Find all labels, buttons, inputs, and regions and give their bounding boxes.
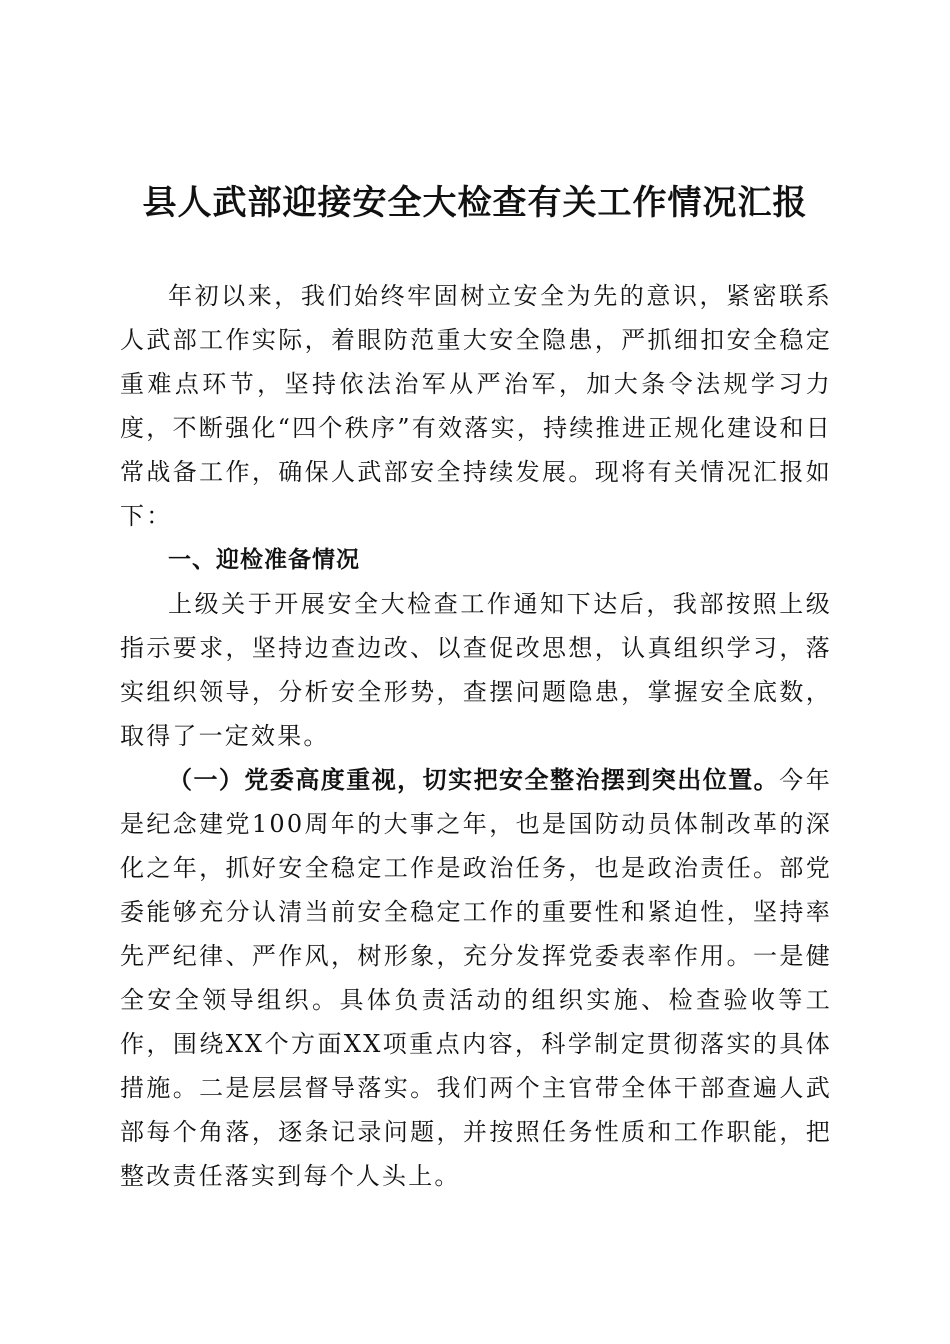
subsection-1-text: 今年是纪念建党100周年的大事之年，也是国防动员体制改革的深化之年，抓好安全稳定工作是政治任务，也是政治责任。部党委能够充分认清当前安全稳定工作的重要性和紧迫性，坚持率先严纪律、严作风，树形象，充分发挥党委表率作用。一是健全安全领导组织。具体负责活动的组织实施、检查验收等工作，围绕XX个方面XX项重点内容，科学制定贯彻落实的具体措施。二是层层督导落实。我们两个主官带全体干部查遍人武部每个角落，逐条记录问题，并按照任务性质和工作职能，把整改责任落实到每个人头上。 xyxy=(120,766,833,1190)
subsection-heading-1: （一）党委高度重视，切实把安全整治摆到突出位置。 xyxy=(168,766,780,794)
section-heading-1: 一、迎检准备情况 xyxy=(168,547,360,573)
intro-paragraph: 年初以来，我们始终牢固树立安全为先的意识，紧密联系人武部工作实际，着眼防范重大安全隐患，严抓细扣安全稳定重难点环节，坚持依法治军从严治军，加大条令法规学习力度，不断强化“四个秩序”有效落实，持续推进正规化建设和日常战备工作，确保人武部安全持续发展。现将有关情况汇报如下： xyxy=(120,282,832,530)
subsection-1-paragraph xyxy=(120,758,832,1198)
document-title: 县人武部迎接安全大检查有关工作情况汇报 xyxy=(142,183,808,223)
document-body xyxy=(120,274,832,1198)
section-1-paragraph: 上级关于开展安全大检查工作通知下达后，我部按照上级指示要求，坚持边查边改、以查促改思想，认真组织学习，落实组织领导，分析安全形势，查摆问题隐患，掌握安全底数，取得了一定效果。 xyxy=(120,590,832,750)
